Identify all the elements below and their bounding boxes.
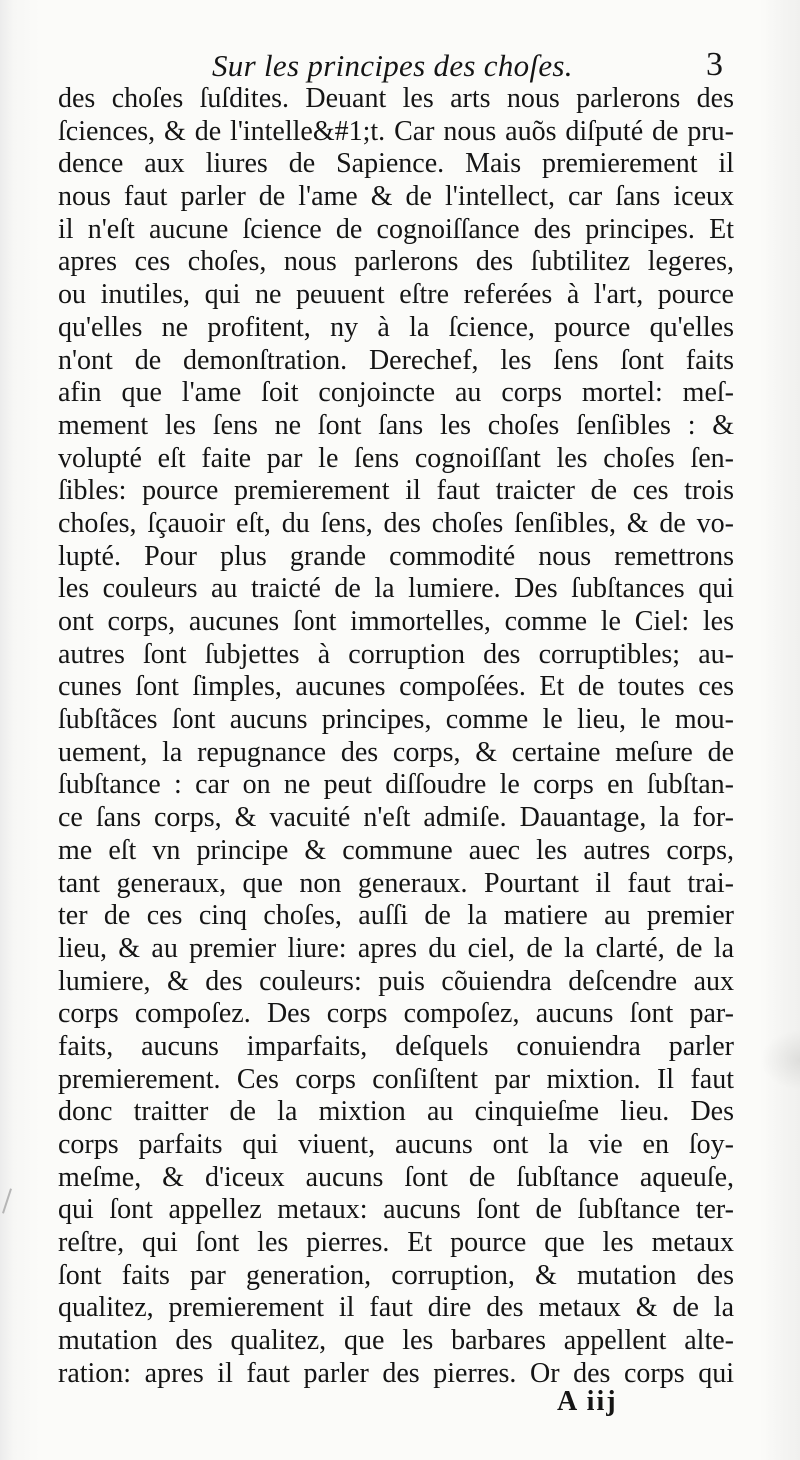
text-line: qui ſont appellez metaux: aucuns ſont de ſubſtance ter- [58, 1194, 734, 1226]
text-line: volupté eſt faite par le ſens cognoiſſant les choſes ſen- [58, 442, 734, 474]
text-line: choſes, ſçauoir eſt, du ſens, des choſes ſenſibles, & de vo- [58, 507, 734, 539]
text-line: les couleurs au traicté de la lumiere. Des ſubſtances qui [58, 573, 734, 605]
text-line: meſme, & d'iceux aucuns ſont de ſubſtance aqueuſe, [58, 1161, 734, 1193]
text-line: ſont faits par generation, corruption, & mutation des [58, 1259, 734, 1291]
text-line: il n'eſt aucune ſcience de cognoiſſance des principes. Et [58, 213, 734, 245]
text-line: corps parfaits qui viuent, aucuns ont la vie en ſoy- [58, 1129, 734, 1160]
text-line: ſubſtãces ſont aucuns principes, comme le lieu, le mou- [58, 704, 734, 736]
text-line: donc traitter de la mixtion au cinquieſme lieu. Des [58, 1096, 734, 1128]
text-line: autres ſont ſubjettes à corruption des corruptibles; au- [58, 638, 734, 670]
body-text [58, 83, 734, 1391]
text-line: qualitez, premierement il faut dire des metaux & de la [58, 1292, 734, 1324]
text-line: ſibles: pource premierement il faut traicter de ces trois [58, 475, 734, 507]
text-line: corps compoſez. Des corps compoſez, aucuns ſont par- [58, 998, 734, 1030]
text-line: ter de ces cinq choſes, auſſi de la matiere au premier [58, 900, 734, 932]
text-line: reſtre, qui ſont les pierres. Et pource que les metaux [58, 1227, 734, 1259]
ink-mark [2, 1188, 12, 1213]
text-line: mement les ſens ne ſont ſans les choſes ſenſibles : & [58, 409, 734, 441]
text-line: des choſes ſuſdites. Deuant les arts nous parlerons des [58, 83, 734, 114]
text-line: ce ſans corps, & vacuité n'eſt admiſe. Dauantage, la for- [58, 802, 734, 834]
text-line: dence aux liures de Sapience. Mais premierement il [58, 148, 734, 180]
text-line: ſciences, & de l'intelle&#1;t. Car nous auõs diſputé de pru- [58, 115, 734, 147]
text-line: lieu, & au premier liure: apres du ciel, de la clarté, de la [58, 932, 734, 964]
text-line: ont corps, aucunes ſont immortelles, comme le Ciel: les [58, 606, 734, 637]
text-line: ſubſtance : car on ne peut diſſoudre le corps en ſubſtan- [58, 769, 734, 801]
text-line: tant generaux, que non generaux. Pourtant il faut trai- [58, 867, 734, 899]
page-number: 3 [706, 46, 723, 83]
text-line: me eſt vn principe & commune auec les autres corps, [58, 834, 734, 866]
text-line: premierement. Ces corps conſiſtent par mixtion. Il faut [58, 1063, 734, 1095]
text-line: qu'elles ne profitent, ny à la ſcience, pource qu'elles [58, 311, 734, 343]
signature-mark: A iij [557, 1386, 618, 1417]
text-line: mutation des qualitez, que les barbares appellent alte- [58, 1325, 734, 1357]
show-through-shadow [760, 1030, 800, 1090]
text-line: cunes ſont ſimples, aucunes compoſées. Et de toutes ces [58, 671, 734, 703]
text-line: ou inutiles, qui ne peuuent eſtre referées à l'art, pource [58, 279, 734, 311]
text-line: nous faut parler de l'ame & de l'intellect, car ſans iceux [58, 181, 734, 213]
text-line: faits, aucuns imparfaits, deſquels conuiendra parler [58, 1030, 734, 1062]
page-header [0, 46, 800, 86]
text-line: ration: apres il faut parler des pierres. Or des corps qui [58, 1357, 734, 1389]
text-line: lupté. Pour plus grande commodité nous remettrons [58, 540, 734, 572]
text-line: lumiere, & des couleurs: puis cõuiendra deſcendre aux [58, 965, 734, 997]
text-line: n'ont de demonſtration. Derechef, les ſens ſont faits [58, 344, 734, 376]
text-line: apres ces choſes, nous parlerons des ſubtilitez legeres, [58, 246, 734, 278]
running-title: Sur les principes des choſes. [212, 48, 573, 83]
text-line: afin que l'ame ſoit conjoincte au corps mortel: meſ- [58, 377, 734, 409]
text-line: uement, la repugnance des corps, & certaine meſure de [58, 736, 734, 768]
